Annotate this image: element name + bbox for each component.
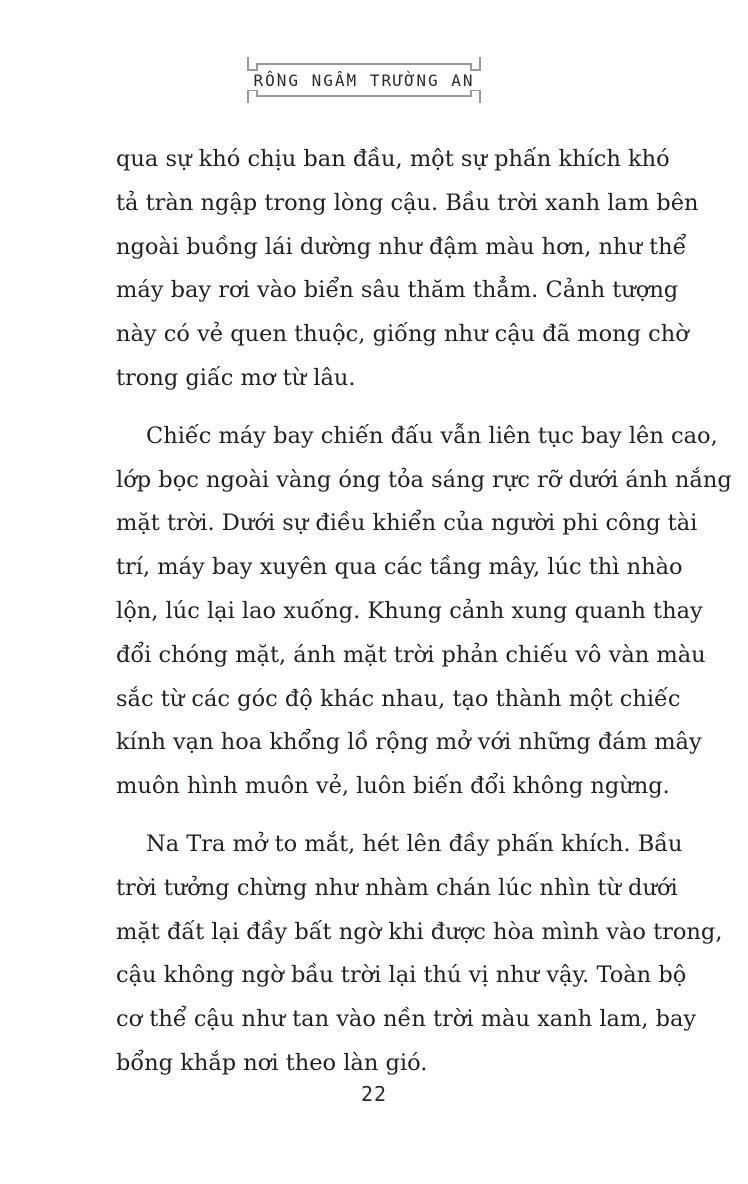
text-line: lớp bọc ngoài vàng óng tỏa sáng rực rỡ dưới ánh nắng (116, 466, 732, 493)
text-line: kính vạn hoa khổng lồ rộng mở với những đám mây (116, 729, 702, 756)
text-line: máy bay rơi vào biển sâu thăm thẳm. Cảnh tượng (116, 277, 679, 304)
text-line: trời tưởng chừng như nhàm chán lúc nhìn từ dưới (116, 874, 678, 901)
page-number: 22 (360, 1082, 388, 1106)
text-line: trong giấc mơ từ lâu. (116, 364, 356, 391)
book-title: RỒNG NGẦM TRƯỜNG AN (247, 71, 480, 90)
text-line: Chiếc máy bay chiến đấu vẫn liên tục bay lên cao, (146, 422, 718, 449)
text-line: cậu không ngờ bầu trời lại thú vị như vậy. Toàn bộ (116, 962, 687, 989)
text-line: Na Tra mở to mắt, hét lên đầy phấn khích. Bầu (146, 830, 683, 857)
text-line: ngoài buồng lái dường như đậm màu hơn, như thể (116, 233, 687, 260)
text-line: lộn, lúc lại lao xuống. Khung cảnh xung quanh thay (116, 597, 703, 624)
text-line: bổng khắp nơi theo làn gió. (116, 1049, 428, 1076)
text-line: sắc từ các góc độ khác nhau, tạo thành một chiếc (116, 685, 681, 712)
paragraph (116, 415, 732, 809)
text-line: này có vẻ quen thuộc, giống như cậu đã mong chờ (116, 321, 689, 348)
text-line: trí, máy bay xuyên qua các tầng mây, lúc thì nhào (116, 554, 683, 581)
paragraph-gap (116, 809, 630, 823)
text-line: mặt đất lại đầy bất ngờ khi được hòa mình vào trong, (116, 918, 723, 945)
running-header (247, 57, 481, 103)
paragraph (116, 138, 699, 401)
body-text (116, 138, 732, 1086)
text-line: tả tràn ngập trong lòng cậu. Bầu trời xanh lam bên (116, 189, 699, 216)
text-line: mặt trời. Dưới sự điều khiển của người phi công tài (116, 510, 698, 537)
header-title-box (253, 63, 475, 97)
text-line: cơ thể cậu như tan vào nền trời màu xanh lam, bay (116, 1006, 697, 1033)
text-line: đổi chóng mặt, ánh mặt trời phản chiếu vô vàn màu (116, 641, 706, 668)
text-line: qua sự khó chịu ban đầu, một sự phấn khích khó (116, 146, 670, 172)
paragraph-gap (116, 401, 630, 415)
paragraph (116, 823, 723, 1086)
text-line: muôn hình muôn vẻ, luôn biến đổi không ngừng. (116, 773, 670, 800)
